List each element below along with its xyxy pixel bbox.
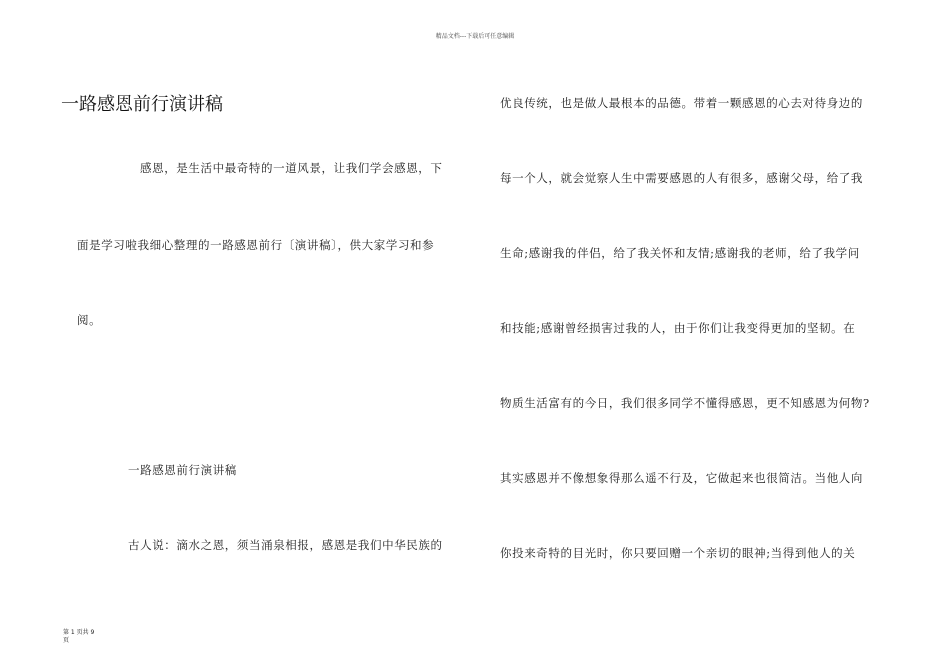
- left-paragraph-line-4: 古人说：滴水之恩，须当涌泉相报，感恩是我们中华民族的: [128, 538, 443, 552]
- left-paragraph-line-3: 阅。: [77, 313, 102, 327]
- header-note: 精品文档---下载后可任意编辑: [435, 33, 515, 40]
- left-paragraph-line-2: 面是学习啦我细心整理的一路感恩前行〔演讲稿〕，供大家学习和参: [77, 238, 435, 252]
- page-footer: [63, 629, 94, 645]
- page-number-line-2: 页: [63, 637, 70, 644]
- right-paragraph-line-5: 物质生活富有的今日，我们很多同学不懂得感恩，更不知感恩为何物?: [500, 396, 870, 410]
- right-paragraph-line-2: 每一个人，就会觉察人生中需要感恩的人有很多，感谢父母，给了我: [500, 171, 863, 185]
- section-heading: 一路感恩前行演讲稿: [128, 463, 237, 477]
- right-paragraph-line-3: 生命;感谢我的伴侣，给了我关怀和友情;感谢我的老师，给了我学问: [500, 246, 860, 260]
- right-paragraph-line-1: 优良传统，也是做人最根本的品德。带着一颗感恩的心去对待身边的: [500, 96, 863, 110]
- right-paragraph-line-7: 你投来奇特的目光时，你只要回赠一个亲切的眼神;当得到他人的关: [500, 546, 856, 560]
- right-paragraph-line-4: 和技能;感谢曾经损害过我的人，由于你们让我变得更加的坚韧。在: [500, 321, 856, 335]
- left-paragraph-line-1: 感恩，是生活中最奇特的一道风景，让我们学会感恩，下: [140, 161, 443, 175]
- right-paragraph-line-6: 其实感恩并不像想象得那么遥不行及，它做起来也很简洁。当他人向: [500, 471, 863, 485]
- document-title: 一路感恩前行演讲稿: [61, 94, 223, 115]
- page-number-line-1: 第 1 页共 9: [63, 629, 95, 636]
